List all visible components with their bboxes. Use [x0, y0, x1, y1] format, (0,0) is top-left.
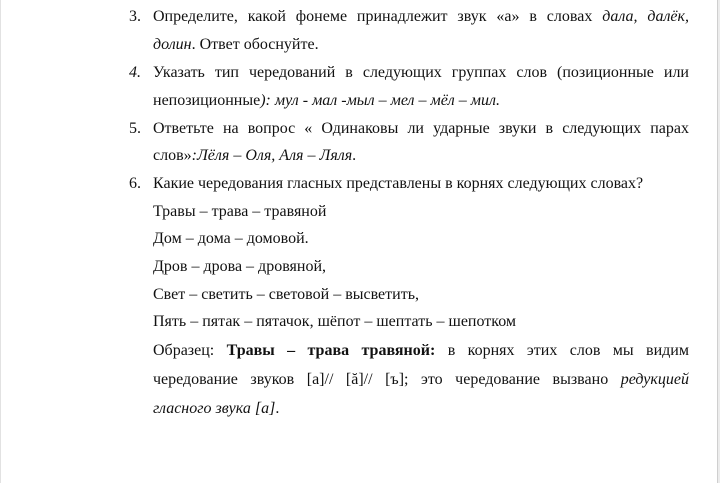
- sample-line-2: [153, 370, 689, 390]
- word-group-3: Дров – дрова – дровяной,: [153, 258, 327, 275]
- word-group-5: Пять – пятак – пятачок, шёпот – шептать – шепотком: [153, 313, 517, 330]
- item-number-4: 4.: [129, 64, 141, 81]
- item-5-line-2: [153, 146, 356, 166]
- word-group-2: Дом – дома – домовой.: [153, 230, 309, 247]
- item-6-line-1: [153, 174, 643, 194]
- sample-line-3: [153, 399, 279, 419]
- item-4-text-2: непозиционные: [153, 92, 261, 109]
- item-3-line-2: [153, 35, 319, 55]
- item-5-italic-words: :Лёля – Оля, Аля – Ляля: [191, 147, 353, 164]
- item-3-line-1: [153, 7, 689, 27]
- item-4-line-2: [153, 91, 500, 111]
- sample-line-2-text: чередование звуков [а]// [ă]// [ъ]; это чередование вызвано: [153, 371, 621, 388]
- sample-line-3-tail: .: [275, 400, 280, 417]
- sample-line-3-italic: гласного звука [а]: [153, 400, 276, 417]
- item-number-5: 5.: [129, 120, 141, 137]
- sample-line-2-italic: редукцией: [620, 371, 689, 388]
- word-group-1: Травы – трава – травяной: [153, 203, 327, 220]
- item-3-italic-words: дала, далёк,: [602, 8, 690, 25]
- item-5-line-1: [153, 119, 689, 139]
- item-number-3: 3.: [129, 8, 141, 25]
- item-4-italic-words: ): мул - мал -мыл – мел – мёл – мил.: [260, 92, 500, 109]
- item-5-tail: .: [352, 147, 357, 164]
- item-4-text: Указать тип чередований в следующих группах слов (позиционные или: [153, 64, 689, 81]
- sample-bold-words: Травы – трава травяной:: [226, 342, 436, 359]
- item-6-text: Какие чередования гласных представлены в корнях следующих словах?: [153, 175, 644, 192]
- sample-rest: в корнях этих слов мы видим: [435, 342, 689, 359]
- word-group-4: Свет – светить – световой – высветить,: [153, 286, 419, 303]
- item-5-text-2: слов»: [153, 147, 192, 164]
- sample-prefix: Образец:: [153, 342, 227, 359]
- item-3-text: Определите, какой фонеме принадлежит звук «а» в словах: [153, 8, 603, 25]
- item-3-text-2: . Ответ обоснуйте.: [191, 36, 319, 53]
- item-4-line-1: [153, 63, 689, 83]
- item-5-text: Ответьте на вопрос « Одинаковы ли ударные звуки в следующих парах: [153, 120, 689, 137]
- item-number-6: 6.: [129, 175, 141, 192]
- item-3-italic-word-2: долин: [153, 36, 192, 53]
- sample-line-1: [153, 341, 689, 361]
